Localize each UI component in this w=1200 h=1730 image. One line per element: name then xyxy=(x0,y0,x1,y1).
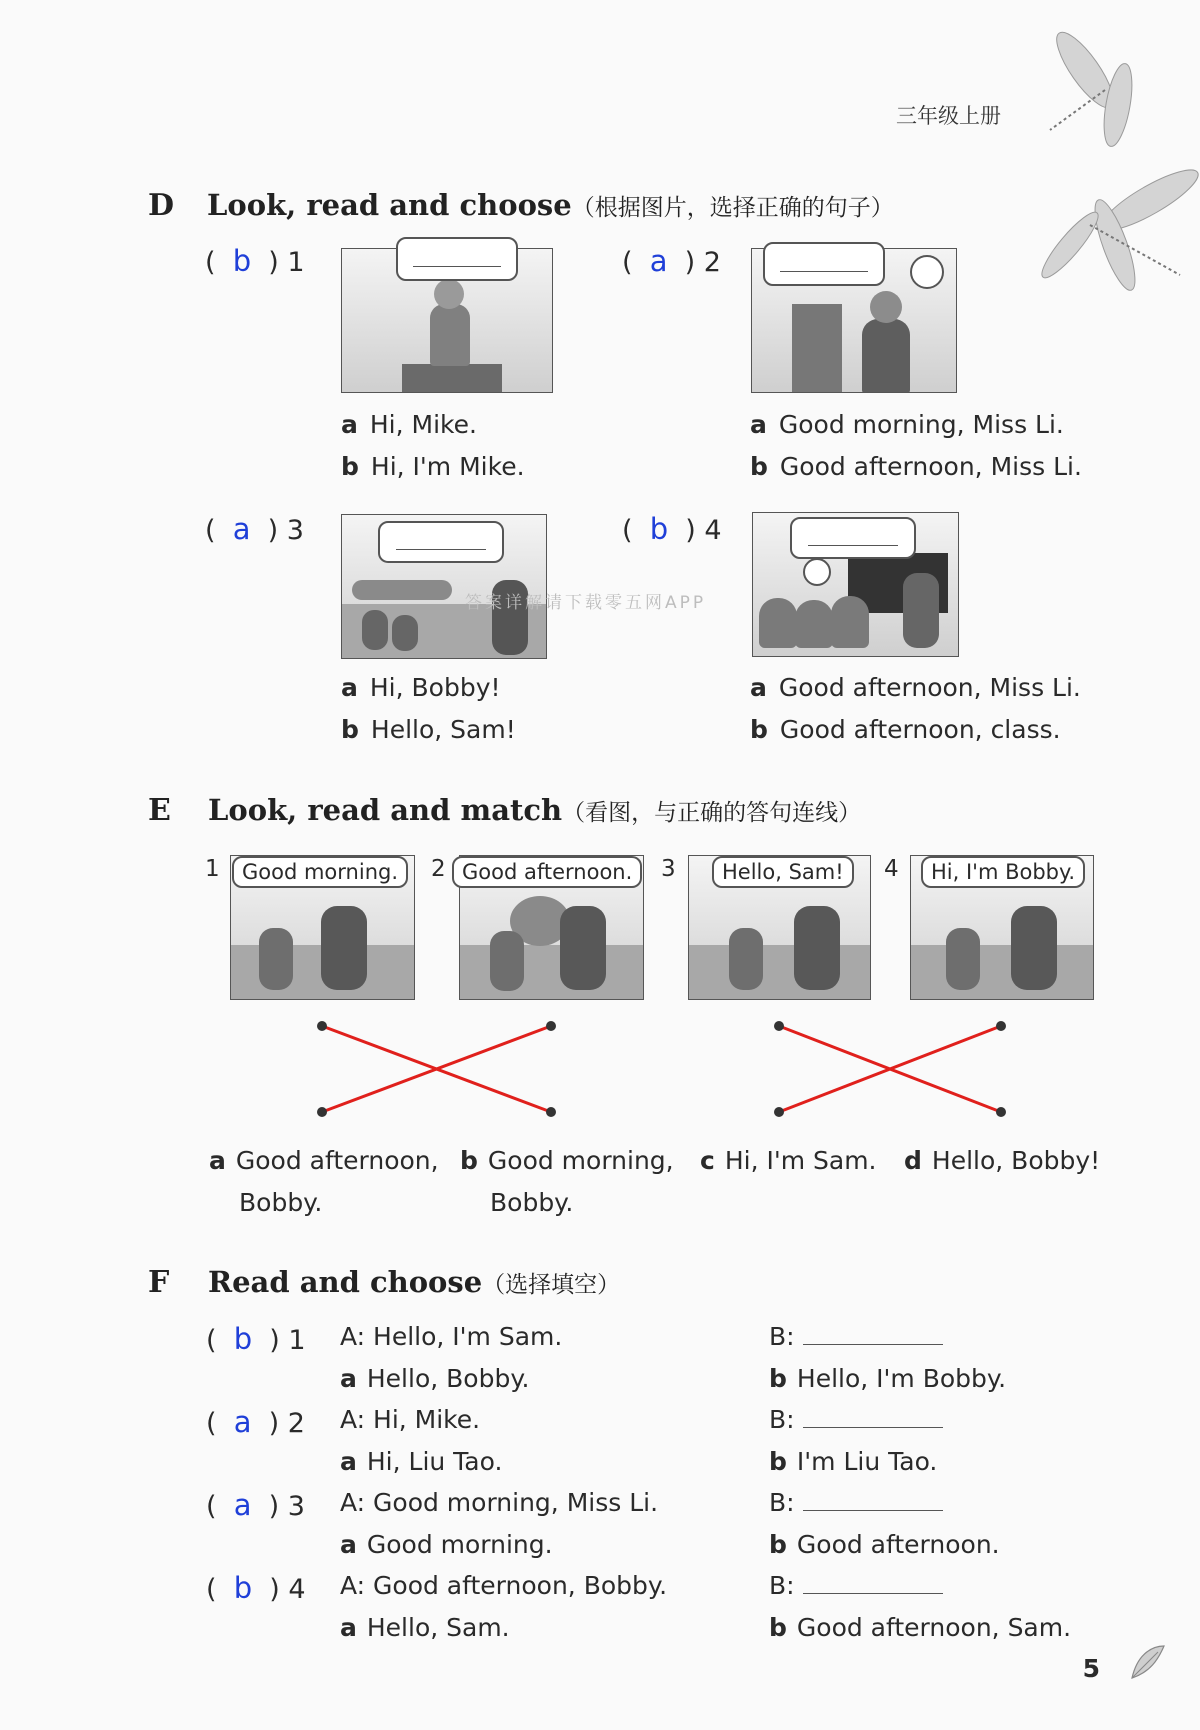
option-letter: b xyxy=(341,452,359,481)
f-item-1-b-prompt xyxy=(769,1322,943,1351)
match-dot-bottom-c xyxy=(774,1107,784,1117)
option-text: Hello, Sam! xyxy=(370,715,516,744)
d-item-3-answer: a xyxy=(232,512,251,546)
f-item-2-question: A: Hi, Mike. xyxy=(340,1405,481,1434)
f-item-3-option-b xyxy=(769,1530,1000,1559)
option-letter: a xyxy=(341,673,358,702)
f-item-2-blank xyxy=(803,1409,943,1428)
f-item-2-option-b xyxy=(769,1447,937,1476)
option-text: Good afternoon, Miss Li. xyxy=(779,452,1082,481)
d-item-2-bracket: ( a ) 2 xyxy=(622,244,721,278)
answer-text: Hello, Bobby! xyxy=(931,1146,1101,1175)
f-item-3-option-a xyxy=(340,1530,553,1559)
f-item-4-b-prompt xyxy=(769,1571,943,1600)
f-item-4-bracket: ( b ) 4 xyxy=(206,1571,306,1605)
f-item-1-bracket: ( b ) 1 xyxy=(206,1322,306,1356)
option-letter: b xyxy=(769,1530,787,1559)
answer-text: Hi, I'm Sam. xyxy=(724,1146,877,1175)
answer-text-line2: Bobby. xyxy=(239,1188,323,1217)
watermark: 答案详解请下载零五网APP xyxy=(465,593,707,613)
grade-label: 三年级上册 xyxy=(896,104,1001,128)
match-dot-top-2 xyxy=(546,1021,556,1031)
section-d-title-cn: （根据图片，选择正确的句子） xyxy=(571,195,894,221)
d-item-2-number: 2 xyxy=(703,247,721,278)
f-item-3-question: A: Good morning, Miss Li. xyxy=(340,1488,659,1517)
section-e-title-en: Look, read and match xyxy=(208,793,563,827)
d-item-4-answer: b xyxy=(649,512,669,546)
f-item-2-b-prompt xyxy=(769,1405,943,1434)
d-item-1-bracket: ( b ) 1 xyxy=(205,244,305,278)
match-dot-bottom-a xyxy=(317,1107,327,1117)
match-dot-bottom-d xyxy=(996,1107,1006,1117)
leaf-decoration-icon xyxy=(1128,1642,1168,1682)
option-text: Hi, Bobby! xyxy=(369,673,501,702)
section-d-title-en: Look, read and choose xyxy=(207,188,572,222)
option-letter: b xyxy=(769,1364,787,1393)
f-item-1-option-a xyxy=(340,1364,530,1393)
f-item-4-answer: b xyxy=(233,1571,253,1605)
match-dot-top-1 xyxy=(317,1021,327,1031)
f-item-2-option-a xyxy=(340,1447,502,1476)
d-item-3-number: 3 xyxy=(286,515,304,546)
f-item-4-blank xyxy=(803,1575,943,1594)
option-letter: a xyxy=(750,673,767,702)
section-e-title-cn: （看图，与正确的答句连线） xyxy=(562,800,862,826)
f-item-4-question: A: Good afternoon, Bobby. xyxy=(340,1571,668,1600)
answer-letter: d xyxy=(904,1146,922,1175)
match-dot-bottom-b xyxy=(546,1107,556,1117)
section-f-title-cn: （选择填空） xyxy=(482,1272,621,1298)
e-answer-a xyxy=(209,1140,439,1224)
e-picture-1-number: 1 xyxy=(205,856,220,882)
option-letter: b xyxy=(341,715,359,744)
f-item-3-number: 3 xyxy=(287,1491,305,1522)
f-item-3-bracket: ( a ) 3 xyxy=(206,1488,305,1522)
f-item-3-blank xyxy=(803,1492,943,1511)
option-text: Good morning. xyxy=(366,1530,553,1559)
f-item-4-option-a xyxy=(340,1613,510,1642)
answer-letter: a xyxy=(209,1146,226,1175)
f-item-4-number: 4 xyxy=(288,1574,306,1605)
option-text: Hello, Sam. xyxy=(366,1613,510,1642)
d-item-4-number: 4 xyxy=(704,515,722,546)
f-item-4-option-b xyxy=(769,1613,1071,1642)
option-letter: a xyxy=(340,1613,357,1642)
f-item-2-number: 2 xyxy=(287,1408,305,1439)
option-text: Hi, I'm Mike. xyxy=(370,452,525,481)
answer-letter: c xyxy=(700,1146,715,1175)
option-letter: b xyxy=(769,1447,787,1476)
section-f-title xyxy=(208,1265,620,1299)
option-letter: a xyxy=(341,410,358,439)
match-dot-top-4 xyxy=(996,1021,1006,1031)
d-item-4-bracket: ( b ) 4 xyxy=(622,512,722,546)
d-item-1-number: 1 xyxy=(287,247,305,278)
e-picture-1-bubble: Good morning. xyxy=(232,856,408,888)
b-prompt-text: B: xyxy=(769,1322,795,1351)
f-item-1-blank xyxy=(803,1326,943,1345)
option-letter: a xyxy=(340,1364,357,1393)
f-item-1-option-b xyxy=(769,1364,1006,1393)
answer-text: Good afternoon, xyxy=(235,1146,439,1175)
option-text: Hi, Mike. xyxy=(369,410,477,439)
option-letter: b xyxy=(750,452,768,481)
section-d-letter: D xyxy=(148,188,175,223)
f-item-1-number: 1 xyxy=(288,1325,306,1356)
f-item-3-b-prompt xyxy=(769,1488,943,1517)
option-text: Good afternoon. xyxy=(796,1530,1000,1559)
option-letter: b xyxy=(769,1613,787,1642)
e-answer-b xyxy=(460,1140,674,1224)
option-text: Hello, Bobby. xyxy=(366,1364,530,1393)
match-dot-top-3 xyxy=(774,1021,784,1031)
section-e-letter: E xyxy=(148,793,171,828)
f-item-2-bracket: ( a ) 2 xyxy=(206,1405,305,1439)
option-letter: a xyxy=(340,1447,357,1476)
e-picture-2-bubble: Good afternoon. xyxy=(452,856,642,888)
f-item-1-question: A: Hello, I'm Sam. xyxy=(340,1322,563,1351)
d-item-2-answer: a xyxy=(649,244,668,278)
d-item-3-bracket: ( a ) 3 xyxy=(205,512,304,546)
option-text: Good afternoon, Miss Li. xyxy=(778,673,1081,702)
answer-text: Good morning, xyxy=(487,1146,674,1175)
option-text: Good morning, Miss Li. xyxy=(778,410,1064,439)
e-picture-4-bubble: Hi, I'm Bobby. xyxy=(921,856,1085,888)
b-prompt-text: B: xyxy=(769,1405,795,1434)
f-item-1-answer: b xyxy=(233,1322,253,1356)
option-text: I'm Liu Tao. xyxy=(796,1447,938,1476)
option-text: Hi, Liu Tao. xyxy=(366,1447,503,1476)
option-text: Good afternoon, Sam. xyxy=(796,1613,1072,1642)
e-answer-c xyxy=(700,1140,877,1182)
answer-text-line2: Bobby. xyxy=(490,1188,574,1217)
e-answer-d xyxy=(904,1140,1100,1182)
e-picture-3-number: 3 xyxy=(661,856,676,882)
f-item-2-answer: a xyxy=(233,1405,252,1439)
f-item-3-answer: a xyxy=(233,1488,252,1522)
d-item-1-answer: b xyxy=(232,244,252,278)
option-letter: b xyxy=(750,715,768,744)
option-letter: a xyxy=(340,1530,357,1559)
e-picture-2-number: 2 xyxy=(431,856,446,882)
answer-letter: b xyxy=(460,1146,478,1175)
section-f-letter: F xyxy=(148,1265,170,1300)
section-f-title-en: Read and choose xyxy=(208,1265,483,1299)
e-picture-3-bubble: Hello, Sam! xyxy=(712,856,854,888)
e-picture-4-number: 4 xyxy=(884,856,899,882)
option-text: Hello, I'm Bobby. xyxy=(796,1364,1007,1393)
page-number: 5 xyxy=(1082,1654,1100,1683)
option-letter: a xyxy=(750,410,767,439)
option-text: Good afternoon, class. xyxy=(779,715,1061,744)
b-prompt-text: B: xyxy=(769,1488,795,1517)
b-prompt-text: B: xyxy=(769,1571,795,1600)
